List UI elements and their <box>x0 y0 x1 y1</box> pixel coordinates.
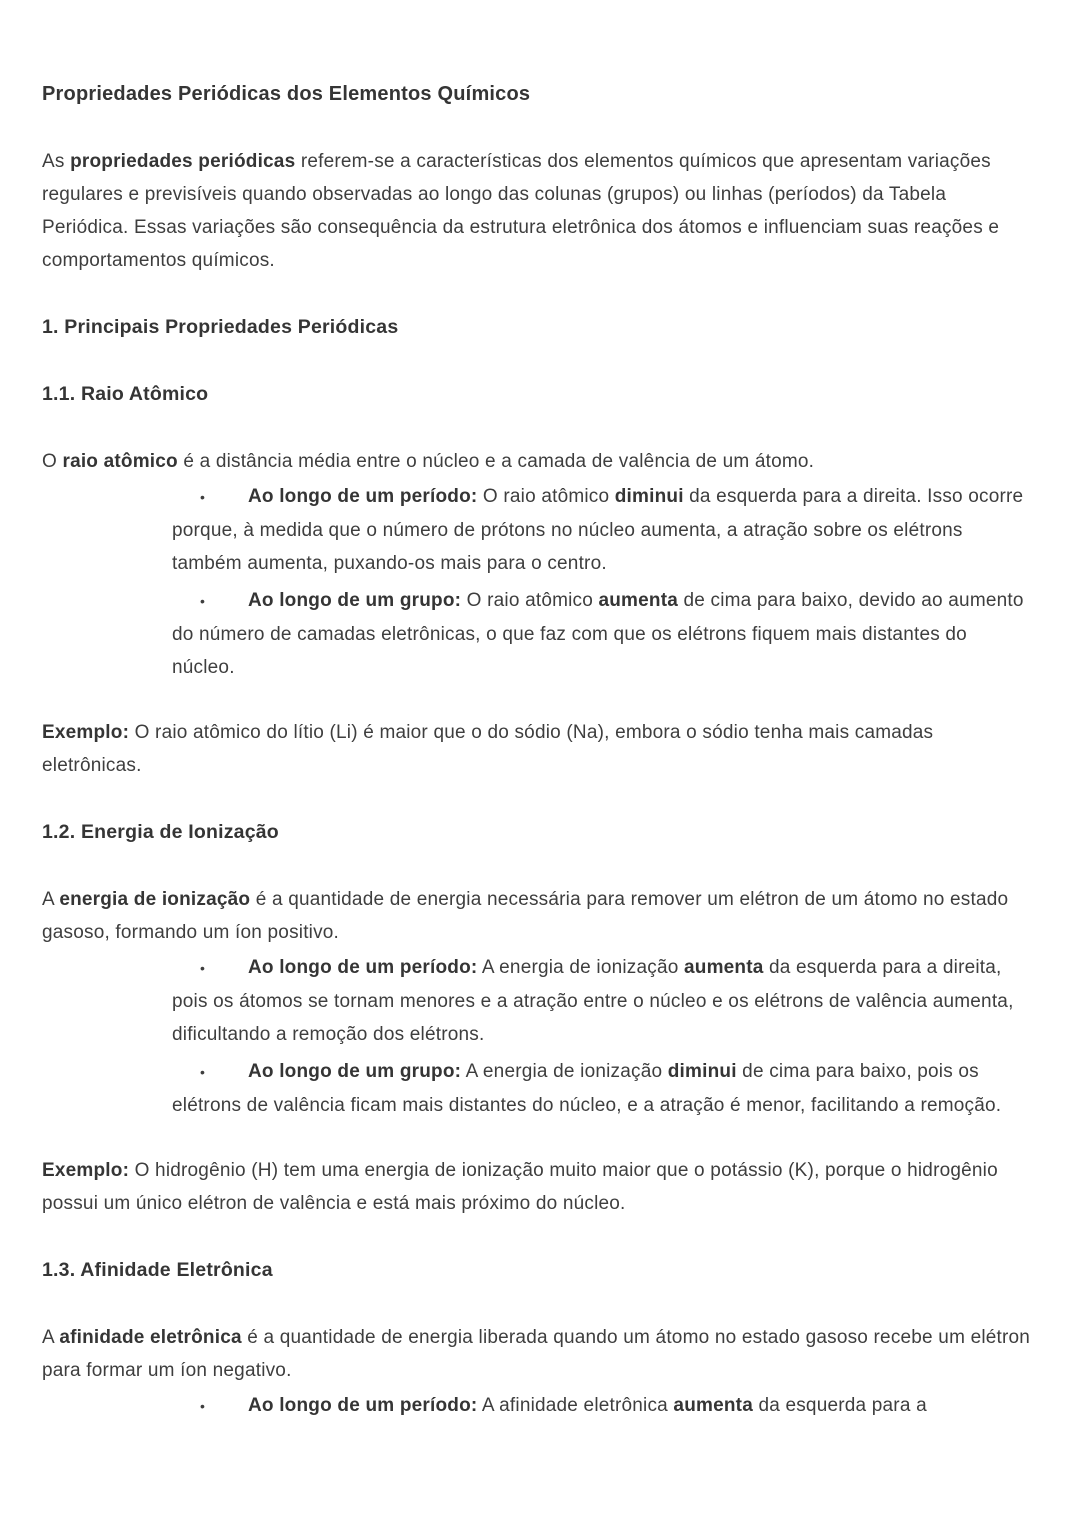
bullet-item: • Ao longo de um período: O raio atômico diminui da esquerda para a direita. Isso ocorre porque, à medida que o número de prótons no núcleo aumenta, a atração sobre os elétrons também aumenta, puxando-os mais para o centro. <box>42 480 1032 580</box>
paragraph: O raio atômico é a distância média entre o núcleo e a camada de valência de um átomo. <box>42 451 815 472</box>
bullet-item: • Ao longo de um grupo: A energia de ionização diminui de cima para baixo, pois os elétrons de valência ficam mais distantes do núcleo, e a atração é menor, facilitando a remoção. <box>42 1055 1032 1122</box>
bullet-item: • Ao longo de um grupo: O raio atômico aumenta de cima para baixo, devido ao aumento do número de camadas eletrônicas, o que faz com que os elétrons fiquem mais distantes do núcleo. <box>42 584 1032 684</box>
paragraph: A afinidade eletrônica é a quantidade de energia liberada quando um átomo no estado gasoso recebe um elétron para formar um íon negativo. <box>42 1327 1031 1381</box>
bullet-list <box>42 480 1032 684</box>
paragraph: Exemplo: O raio atômico do lítio (Li) é maior que o do sódio (Na), embora o sódio tenha mais camadas eletrônicas. <box>42 722 934 776</box>
bullet-list <box>42 1389 1032 1423</box>
paragraph: Exemplo: O hidrogênio (H) tem uma energia de ionização muito maior que o potássio (K), porque o hidrogênio possui um único elétron de valência e está mais próximo do núcleo. <box>42 1160 998 1214</box>
bullet-item: • Ao longo de um período: A afinidade eletrônica aumenta da esquerda para a <box>42 1389 1032 1423</box>
document-title: Propriedades Periódicas dos Elementos Químicos <box>42 83 531 105</box>
bullet-icon: • <box>200 593 206 609</box>
bullet-icon: • <box>200 1398 206 1414</box>
section-heading: 1.1. Raio Atômico <box>42 383 209 405</box>
paragraph: A energia de ionização é a quantidade de energia necessária para remover um elétron de um átomo no estado gasoso, formando um íon positivo. <box>42 889 1009 943</box>
bullet-icon: • <box>200 489 206 505</box>
section-heading: 1. Principais Propriedades Periódicas <box>42 316 399 338</box>
bullet-list <box>42 951 1032 1122</box>
bullet-icon: • <box>200 1064 206 1080</box>
paragraph: As propriedades periódicas referem-se a características dos elementos químicos que apresentam variações regulares e previsíveis quando observadas ao longo das colunas (grupos) ou linhas (períodos) da Tabela Periódica. Essas variações são consequência da estrutura eletrônica dos átomos e influenciam suas reações e comportamentos químicos. <box>42 151 1000 271</box>
section-heading: 1.3. Afinidade Eletrônica <box>42 1259 273 1281</box>
bullet-icon: • <box>200 960 206 976</box>
bullet-item: • Ao longo de um período: A energia de ionização aumenta da esquerda para a direita, pois os átomos se tornam menores e a atração entre o núcleo e os elétrons de valência aumenta, dificultando a remoção dos elétrons. <box>42 951 1032 1051</box>
section-heading: 1.2. Energia de Ionização <box>42 821 279 843</box>
